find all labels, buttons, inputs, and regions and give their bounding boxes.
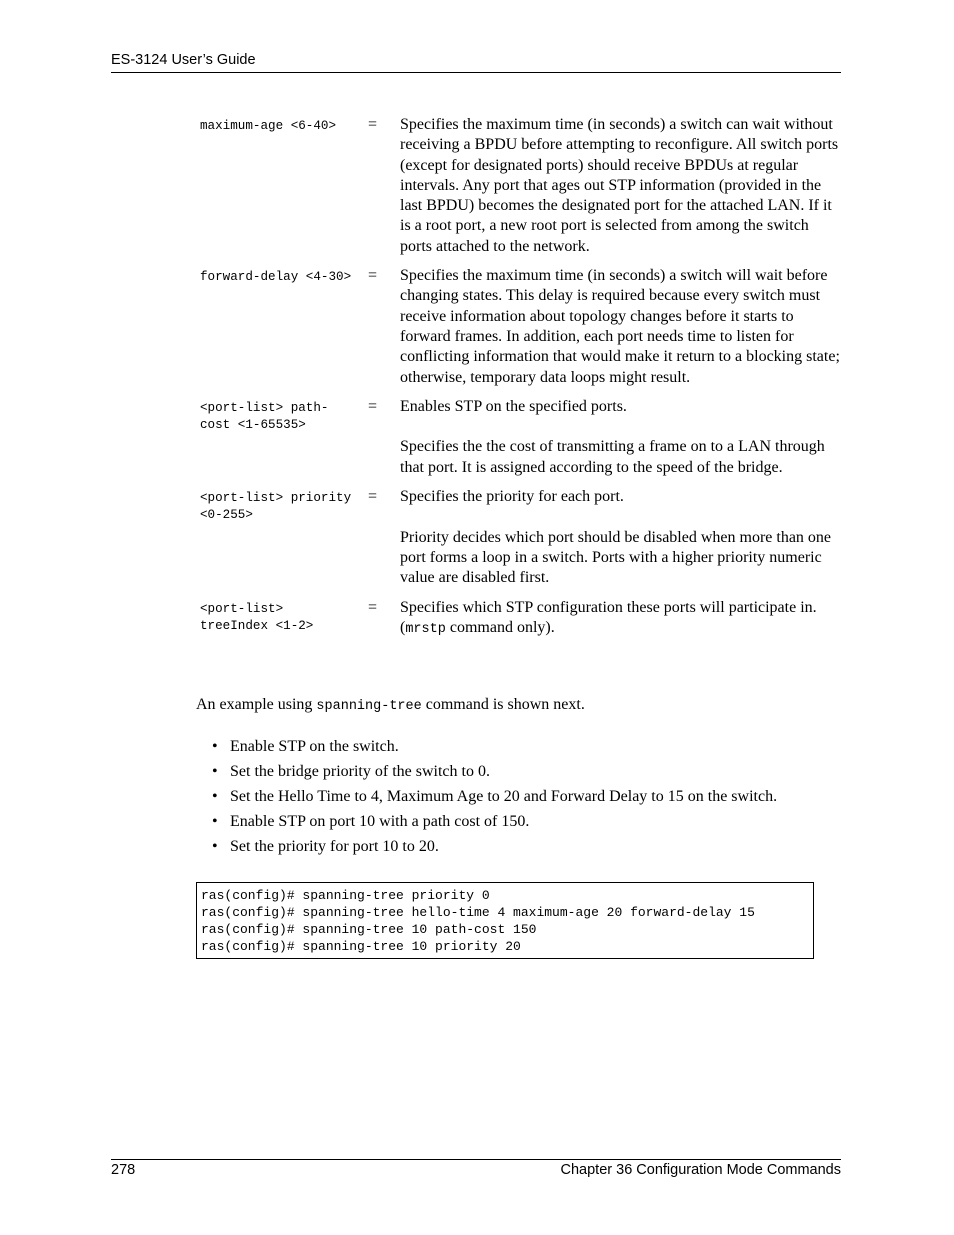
equals-sign: = xyxy=(368,397,378,415)
list-item xyxy=(212,837,777,862)
description-paragraph: Priority decides which port should be disabled when more than one port forms a loop in a switch. Ports with a higher priority numeric value are disabled first. xyxy=(400,528,832,587)
equals-sign: = xyxy=(368,488,378,506)
description-path-cost xyxy=(400,397,840,478)
list-item-text: Enable STP on the switch. xyxy=(230,738,399,755)
list-item xyxy=(212,787,777,812)
intro-text: command is shown next. xyxy=(421,696,585,713)
definition-row-forward-delay xyxy=(200,266,840,388)
term-priority: <port-list> priority <0-255> xyxy=(200,491,352,523)
description-tree-index xyxy=(400,598,840,641)
list-item-text: Enable STP on port 10 with a path cost of 150. xyxy=(230,813,530,830)
equals-sign: = xyxy=(368,598,378,616)
definition-row-maximum-age xyxy=(200,115,840,257)
list-item-text: Set the bridge priority of the switch to 0. xyxy=(230,763,490,780)
page-number: 278 xyxy=(111,1162,136,1178)
description-text: Specifies which STP configuration these ports will participate in. ( xyxy=(400,598,817,636)
chapter-title: Chapter 36 Configuration Mode Commands xyxy=(560,1162,841,1178)
code-line: ras(config)# spanning-tree 10 priority 20 xyxy=(201,939,521,954)
page-header xyxy=(111,51,841,73)
example-steps-list xyxy=(212,737,777,862)
list-item xyxy=(212,812,777,837)
code-example-box xyxy=(196,882,814,959)
list-item xyxy=(212,737,777,762)
code-line: ras(config)# spanning-tree priority 0 xyxy=(201,888,490,903)
guide-title: ES-3124 User’s Guide xyxy=(111,52,256,68)
description-paragraph: Specifies the the cost of transmitting a frame on to a LAN through that port. It is assigned according to the speed of the bridge. xyxy=(400,438,825,476)
bullet-icon: • xyxy=(212,738,218,755)
definition-row-priority xyxy=(200,487,840,588)
description-paragraph: Specifies the priority for each port. xyxy=(400,488,624,506)
inline-code-mrstp: mrstp xyxy=(405,621,446,637)
code-line: ras(config)# spanning-tree 10 path-cost 150 xyxy=(201,922,537,937)
description-paragraph: Enables STP on the specified ports. xyxy=(400,397,627,415)
description-paragraph: Specifies the maximum time (in seconds) a switch will wait before changing states. This delay is required because every switch must receive information about topology changes before it starts to forward frames. In addition, each port needs time to listen for conflicting information that would make it return to a blocking state; otherwise, temporary data loops might result. xyxy=(400,267,840,386)
intro-text: An example using xyxy=(196,696,317,713)
term-forward-delay: forward-delay <4-30> xyxy=(200,270,352,285)
description-priority xyxy=(400,487,840,588)
parameter-definition-list xyxy=(200,115,840,649)
term-maximum-age: maximum-age <6-40> xyxy=(200,119,337,133)
code-line: ras(config)# spanning-tree hello-time 4 maximum-age 20 forward-delay 15 xyxy=(201,905,755,920)
description-paragraph xyxy=(400,598,840,641)
bullet-icon: • xyxy=(212,813,218,830)
description-paragraph: Specifies the maximum time (in seconds) a switch can wait without receiving a BPDU before attempting to reconfigure. All switch ports (except for designated ports) should receive BPDUs at regular intervals. Any port that ages out STP information (provided in the last BPDU) becomes the designated port for the attached LAN. If it is a root port, a new root port is selected from among the switch ports attached to the network. xyxy=(400,116,839,255)
list-item xyxy=(212,762,777,787)
bullet-icon: • xyxy=(212,838,218,855)
page-footer xyxy=(111,1159,841,1184)
list-item-text: Set the priority for port 10 to 20. xyxy=(230,838,439,855)
description-text: command only). xyxy=(445,618,555,636)
term-path-cost: <port-list> path-cost <1-65535> xyxy=(200,400,329,432)
definition-row-path-cost xyxy=(200,397,840,478)
term-tree-index: <port-list> treeIndex <1-2> xyxy=(200,601,314,633)
equals-sign: = xyxy=(368,116,378,133)
list-item-text: Set the Hello Time to 4, Maximum Age to 20 and Forward Delay to 15 on the switch. xyxy=(230,788,778,805)
example-intro xyxy=(196,696,585,714)
description-forward-delay xyxy=(400,266,840,388)
bullet-icon: • xyxy=(212,788,218,805)
description-maximum-age xyxy=(400,115,840,257)
definition-row-tree-index xyxy=(200,598,840,641)
bullet-icon: • xyxy=(212,763,218,780)
inline-code-spanning-tree: spanning-tree xyxy=(316,699,422,714)
equals-sign: = xyxy=(368,267,378,285)
